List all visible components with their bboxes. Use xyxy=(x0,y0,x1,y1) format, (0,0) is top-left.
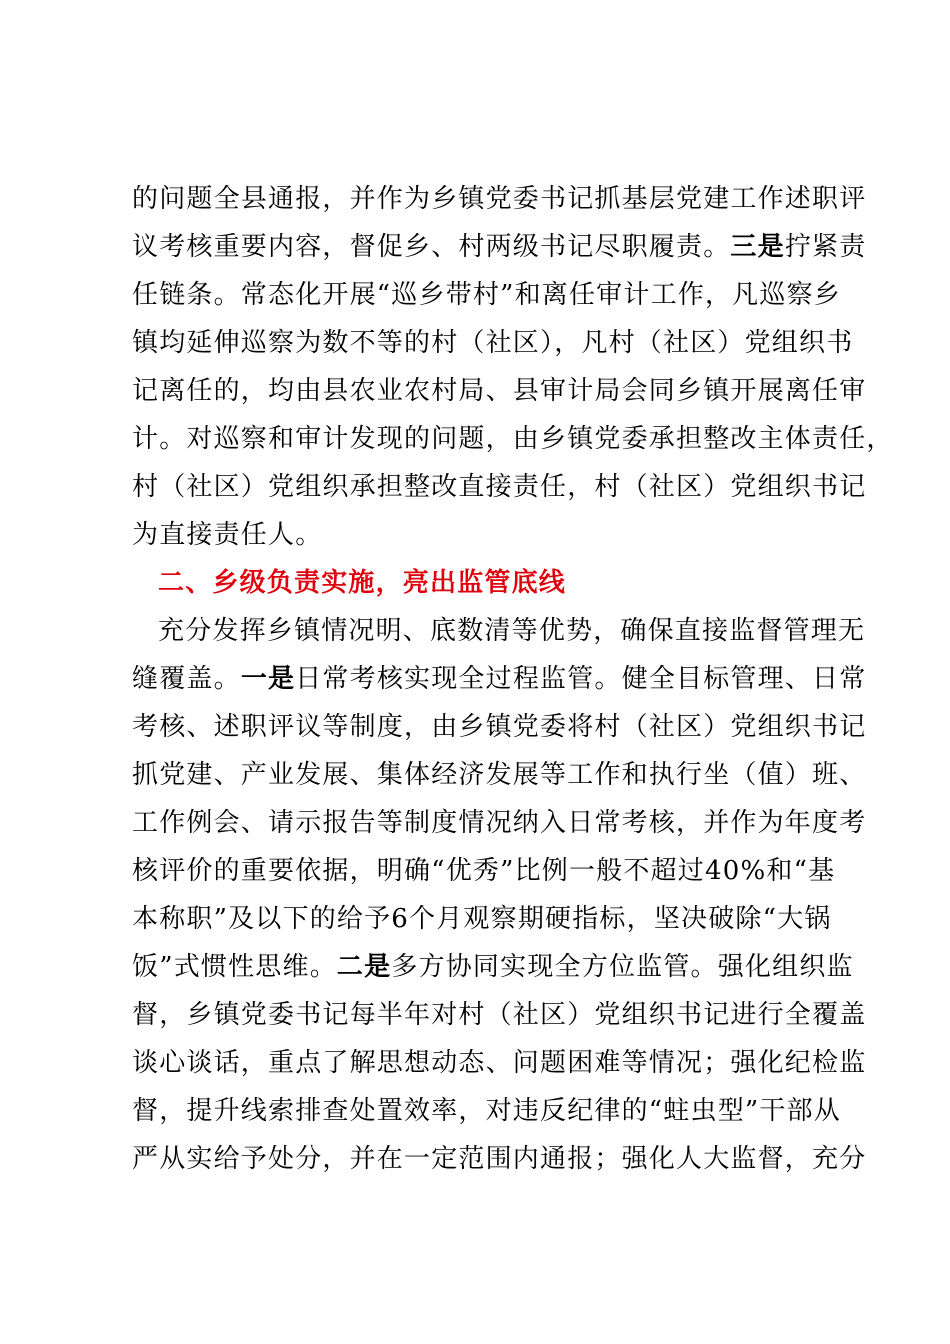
text-run: 的问题全县通报，并作为乡镇党委书记抓基层党建工作述职评 xyxy=(132,184,867,214)
text-run: 记离任的，均由县农业农村局、县审计局会同乡镇开展离任审 xyxy=(132,376,867,406)
body-line xyxy=(132,704,867,750)
body-line xyxy=(132,896,832,942)
section-heading xyxy=(158,560,858,606)
text-run: 多方协同实现全方位监管。强化组织监 xyxy=(391,952,854,982)
text-run: 考核、述职评议等制度，由乡镇党委将村（社区）党组织书记 xyxy=(132,712,867,742)
text-run: 为直接责任人。 xyxy=(132,520,323,550)
body-line xyxy=(132,656,867,702)
text-run: 核评价的重要依据，明确“优秀”比例一般不超过40%和“基 xyxy=(132,856,836,886)
body-line xyxy=(132,992,867,1038)
text-run: 督，提升线索排查处置效率，对违反纪律的“蛀虫型”干部从 xyxy=(132,1096,841,1126)
body-line xyxy=(132,416,894,462)
body-line xyxy=(132,1040,867,1086)
text-run: 谈心谈话，重点了解思想动态、问题困难等情况；强化纪检监 xyxy=(132,1048,867,1078)
bold-lead-phrase: 二是 xyxy=(336,952,392,982)
body-line xyxy=(132,320,854,366)
bold-lead-phrase: 三是 xyxy=(730,232,785,262)
body-line xyxy=(132,512,832,558)
body-line xyxy=(132,944,854,990)
body-line xyxy=(132,224,867,270)
text-run: 计。对巡察和审计发现的问题，由乡镇党委承担整改主体责任， xyxy=(132,424,894,454)
body-line xyxy=(132,464,867,510)
text-run: 抓党建、产业发展、集体经济发展等工作和执行坐（值）班、 xyxy=(132,760,867,790)
bold-lead-phrase: 一是 xyxy=(240,664,296,694)
body-line xyxy=(132,272,841,318)
body-line xyxy=(132,1136,867,1182)
text-run: 任链条。常态化开展“巡乡带村”和离任审计工作，凡巡察乡 xyxy=(132,280,841,310)
text-run: 拧紧责 xyxy=(784,232,867,262)
text-run: 严从实给予处分，并在一定范围内通报；强化人大监督，充分 xyxy=(132,1144,867,1174)
text-run: 镇均延伸巡察为数不等的村（社区），凡村（社区）党组织书 xyxy=(132,328,854,358)
text-run: 村（社区）党组织承担整改直接责任，村（社区）党组织书记 xyxy=(132,472,867,502)
text-run: 议考核重要内容，督促乡、村两级书记尽职履责。 xyxy=(132,232,731,262)
text-run: 督，乡镇党委书记每半年对村（社区）党组织书记进行全覆盖 xyxy=(132,1000,867,1030)
body-line xyxy=(132,1088,841,1134)
text-run: 本称职”及以下的给予6个月观察期硬指标，坚决破除“大锅 xyxy=(132,904,832,934)
body-line xyxy=(132,800,867,846)
text-run: 工作例会、请示报告等制度情况纳入日常考核，并作为年度考 xyxy=(132,808,867,838)
body-line xyxy=(158,608,866,654)
body-line xyxy=(132,848,836,894)
text-run: 日常考核实现全过程监管。健全目标管理、日常 xyxy=(295,664,867,694)
text-run: 缝覆盖。 xyxy=(132,664,241,694)
text-run: 充分发挥乡镇情况明、底数清等优势，确保直接监督管理无 xyxy=(158,616,866,646)
body-line xyxy=(132,752,867,798)
body-line xyxy=(132,368,867,414)
body-line xyxy=(132,176,867,222)
section-heading-text: 二、乡级负责实施，亮出监管底线 xyxy=(158,568,567,598)
text-run: 饭”式惯性思维。 xyxy=(132,952,337,982)
